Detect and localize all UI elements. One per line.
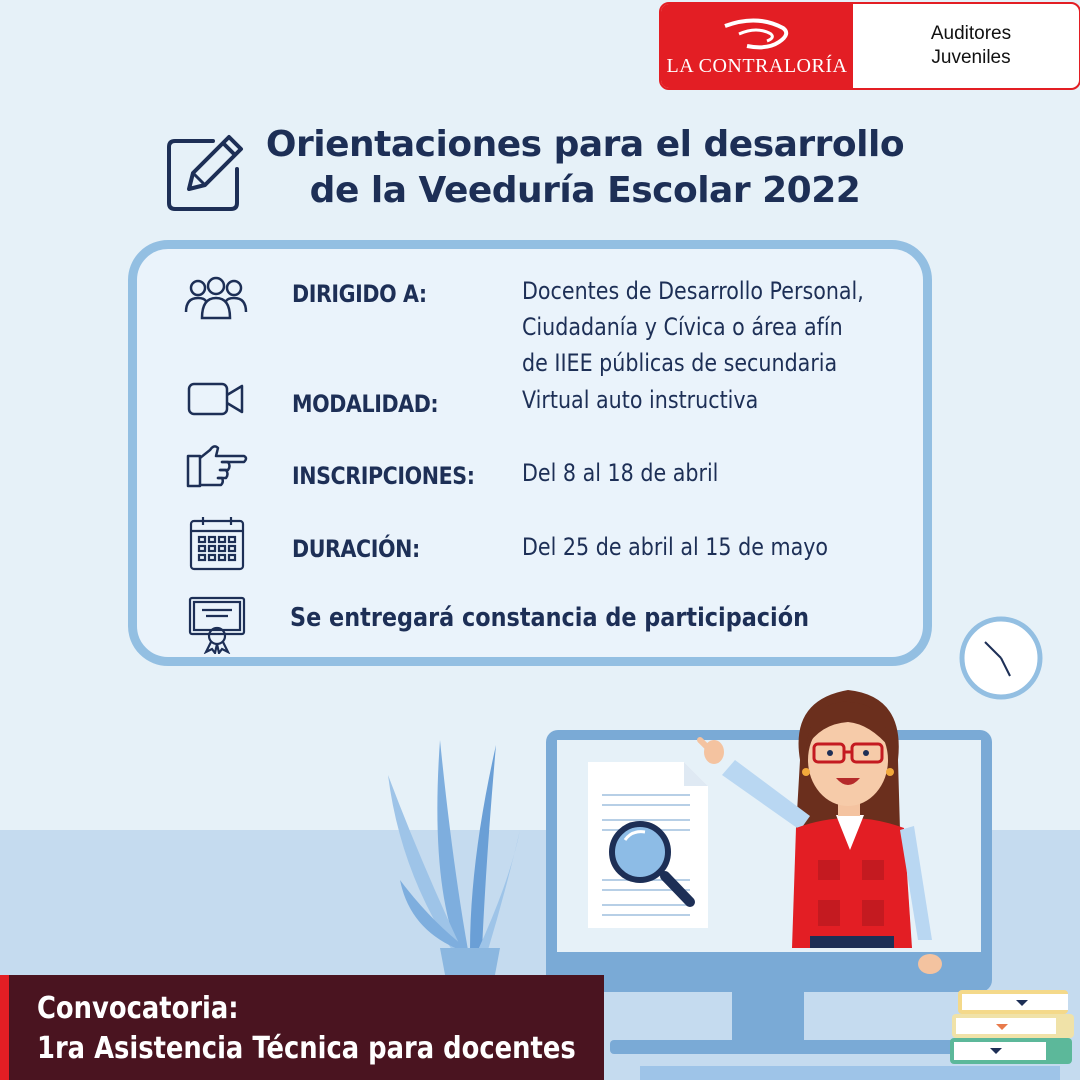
plant-icon (388, 740, 520, 980)
modalidad-label: MODALIDAD: (292, 390, 439, 418)
wall-clock-icon (962, 619, 1040, 697)
duracion-value: Del 25 de abril al 15 de mayo (522, 533, 829, 561)
banner-line2: 1ra Asistencia Técnica para docentes (37, 1031, 576, 1066)
logo-name: LA CONTRALORÍA (666, 55, 848, 77)
certificate-text: Se entregará constancia de participación (290, 603, 809, 633)
books-stack-icon (950, 990, 1074, 1064)
call-banner (0, 975, 604, 1080)
program-line1: Auditores (930, 23, 1012, 44)
document-magnifier-icon (588, 762, 708, 928)
dirigido-label: DIRIGIDO A: (292, 280, 427, 308)
modalidad-value: Virtual auto instructiva (522, 386, 759, 414)
dirigido-value-line1: Docentes de Desarrollo Personal, (522, 277, 864, 305)
inscripciones-value: Del 8 al 18 de abril (522, 459, 719, 487)
banner-line1: Convocatoria: (37, 991, 239, 1026)
title-line1: Orientaciones para el desarrollo (265, 124, 905, 165)
duracion-label: DURACIÓN: (292, 535, 420, 563)
title-line2: de la Veeduría Escolar 2022 (309, 170, 861, 211)
inscripciones-label: INSCRIPCIONES: (292, 462, 475, 490)
program-line2: Juveniles (931, 47, 1011, 68)
dirigido-value-line2: Ciudadanía y Cívica o área afín (522, 313, 843, 341)
dirigido-value-line3: de IIEE públicas de secundaria (522, 349, 838, 377)
